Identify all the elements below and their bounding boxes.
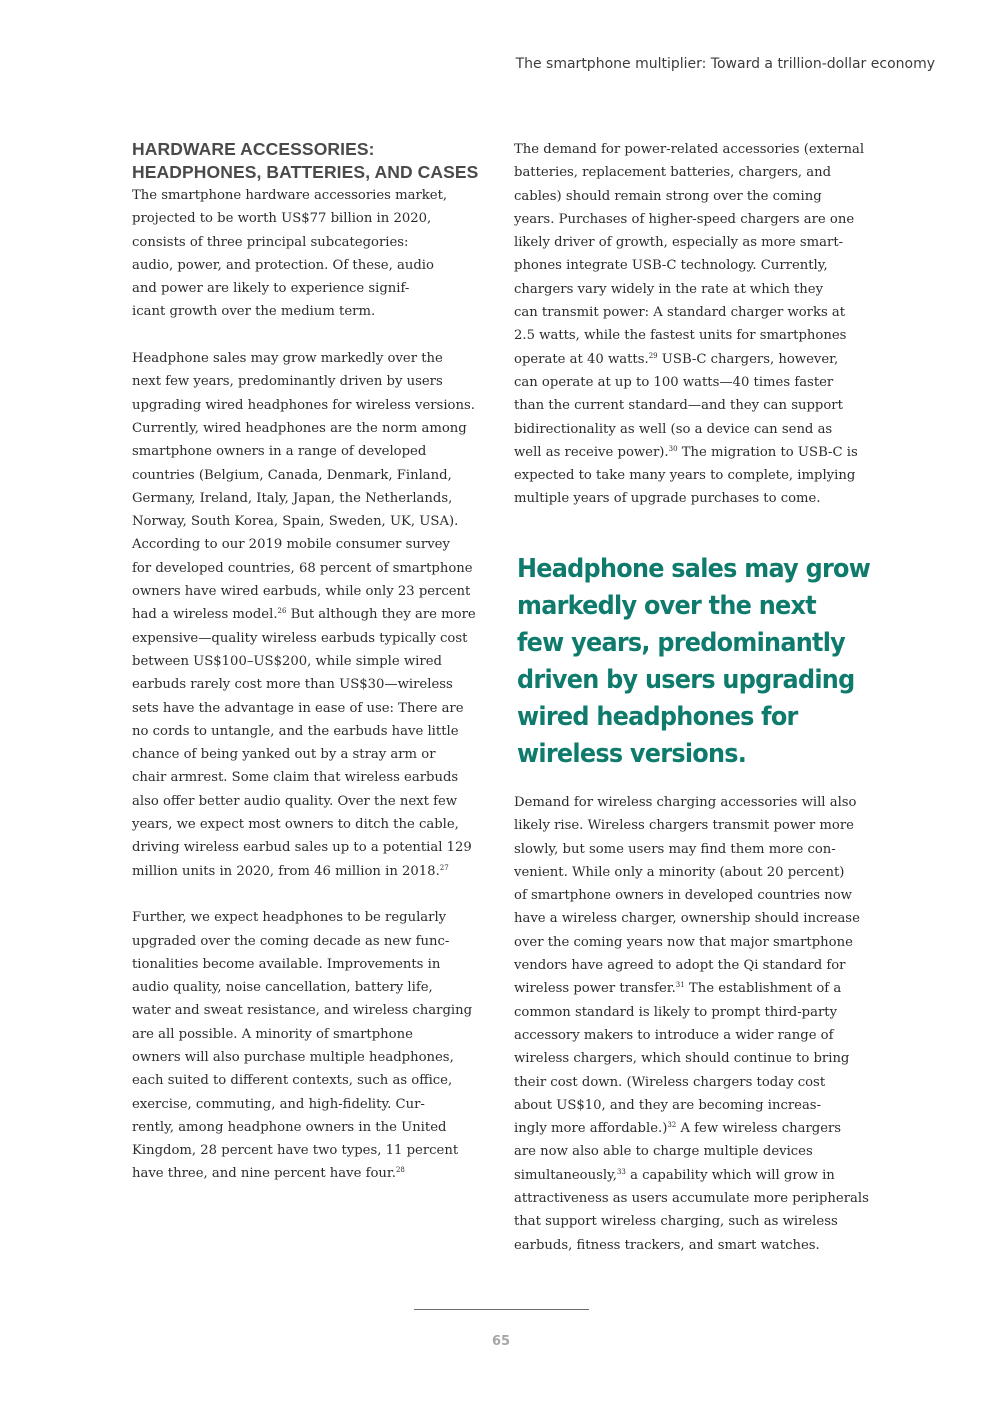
text-line: likely rise. Wireless chargers transmit power more: [514, 818, 854, 834]
text-line: can operate at up to 100 watts—40 times faster: [514, 374, 834, 390]
text-line: have a wireless charger, ownership should increase: [514, 911, 860, 927]
text-line: batteries, replacement batteries, chargers, and: [514, 165, 832, 181]
text-line: that support wireless charging, such as wireless: [514, 1214, 838, 1230]
text-line: exercise, commuting, and high-fidelity. Cur-: [132, 1096, 425, 1112]
footnote-ref[interactable]: 30: [668, 444, 678, 453]
paragraph-accessories-intro: [132, 184, 482, 324]
text-line: countries (Belgium, Canada, Denmark, Finland,: [132, 467, 452, 483]
text-line: about US$10, and they are becoming increas-: [514, 1097, 822, 1113]
text-line: The smartphone hardware accessories market,: [132, 188, 448, 203]
text-line: rently, among headphone owners in the United: [132, 1119, 447, 1135]
pull-quote-line: few years, predominantly: [517, 628, 846, 658]
text-line: chargers vary widely in the rate at which they: [514, 281, 824, 297]
text-line: earbuds rarely cost more than US$30—wireless: [132, 677, 453, 693]
text-line: next few years, predominantly driven by users: [132, 374, 443, 390]
running-header: The smartphone multiplier: Toward a trillion-dollar economy: [515, 56, 935, 72]
text-line: and power are likely to experience signif-: [132, 281, 410, 297]
text-line: upgrading wired headphones for wireless versions.: [132, 397, 475, 413]
text-line: vendors have agreed to adopt the Qi standard for: [514, 958, 846, 974]
text-line: chance of being yanked out by a stray arm or: [132, 747, 436, 763]
text-line: than the current standard—and they can support: [514, 398, 843, 414]
text-line: consists of three principal subcategories:: [132, 234, 409, 250]
text-segment: The establishment of a: [684, 981, 842, 997]
text-line: audio, power, and protection. Of these, audio: [132, 257, 434, 273]
text-segment: The migration to USB-C is: [677, 444, 858, 460]
text-line: water and sweat resistance, and wireless charging: [132, 1003, 473, 1019]
text-line: years. Purchases of higher-speed chargers are one: [514, 211, 855, 227]
text-line: driving wireless earbud sales up to a potential 129: [132, 840, 472, 856]
text-line: years, we expect most owners to ditch the cable,: [132, 817, 459, 833]
text-line: icant growth over the medium term.: [132, 304, 376, 320]
text-line: attractiveness as users accumulate more peripherals: [514, 1191, 869, 1207]
text-line: [514, 1164, 864, 1187]
text-line: [514, 441, 864, 464]
text-line: likely driver of growth, especially as more smart-: [514, 235, 844, 251]
text-line: [514, 348, 864, 371]
text-segment: USB-C chargers, however,: [657, 351, 839, 367]
pull-quote-line: wireless versions.: [517, 739, 747, 769]
text-line: audio quality, noise cancellation, battery life,: [132, 980, 433, 996]
text-line: venient. While only a minority (about 20 percent): [514, 864, 845, 880]
text-line: can transmit power: A standard charger works at: [514, 305, 846, 321]
text-segment: have three, and nine percent have four.: [132, 1166, 396, 1182]
left-column: [132, 138, 482, 1186]
footnote-ref[interactable]: 27: [439, 863, 449, 872]
text-line: 2.5 watts, while the fastest units for smartphones: [514, 328, 847, 344]
page-number: 65: [491, 1334, 511, 1349]
text-segment: But although they are more: [286, 607, 476, 623]
text-line: tionalities become available. Improvements in: [132, 956, 441, 972]
text-line: their cost down. (Wireless chargers today cost: [514, 1074, 826, 1090]
text-line: cables) should remain strong over the coming: [514, 188, 822, 204]
pull-quote-line: markedly over the next: [517, 591, 816, 621]
text-line: Germany, Ireland, Italy, Japan, the Netherlands,: [132, 490, 453, 506]
text-line: over the coming years now that major smartphone: [514, 934, 853, 950]
text-line: earbuds, fitness trackers, and smart watches.: [514, 1237, 820, 1253]
text-line: projected to be worth US$77 billion in 2020,: [132, 211, 432, 227]
text-line: for developed countries, 68 percent of smartphone: [132, 560, 473, 576]
text-segment: A few wireless chargers: [676, 1121, 842, 1137]
footnote-ref[interactable]: 26: [277, 607, 287, 616]
text-segment: well as receive power).: [514, 444, 669, 460]
footnote-ref[interactable]: 29: [648, 351, 658, 360]
footnote-ref[interactable]: 32: [667, 1121, 677, 1130]
text-line: The demand for power-related accessories (external: [514, 142, 865, 157]
text-line: slowly, but some users may find them more con-: [514, 841, 836, 857]
text-line: between US$100–US$200, while simple wired: [132, 653, 442, 669]
text-line: [132, 603, 482, 626]
text-line: bidirectionality as well (so a device can send as: [514, 421, 833, 437]
text-line: no cords to untangle, and the earbuds have little: [132, 723, 459, 739]
text-segment: had a wireless model.: [132, 607, 278, 623]
text-line: Further, we expect headphones to be regularly: [132, 910, 447, 926]
section-heading-line: HARDWARE ACCESSORIES:: [132, 139, 375, 159]
footer-divider: [414, 1309, 589, 1310]
text-line: Currently, wired headphones are the norm among: [132, 420, 467, 436]
text-line: [514, 1117, 864, 1140]
text-line: [514, 977, 864, 1000]
text-line: Demand for wireless charging accessories will also: [514, 795, 857, 810]
section-heading: [132, 138, 482, 184]
paragraph-wireless-charging: [514, 791, 869, 1257]
text-line: of smartphone owners in developed countries now: [514, 888, 852, 904]
text-segment: simultaneously,: [514, 1167, 617, 1183]
text-line: expensive—quality wireless earbuds typically cost: [132, 630, 468, 646]
text-line: sets have the advantage in ease of use: There are: [132, 700, 464, 716]
text-segment: a capability which will grow in: [625, 1167, 835, 1183]
text-line: also offer better audio quality. Over the next few: [132, 793, 458, 809]
text-line: chair armrest. Some claim that wireless earbuds: [132, 770, 459, 786]
text-segment: wireless power transfer.: [514, 981, 676, 997]
section-heading-line: HEADPHONES, BATTERIES, AND CASES: [132, 162, 479, 182]
text-line: Headphone sales may grow markedly over the: [132, 351, 443, 367]
text-line: Norway, South Korea, Spain, Sweden, UK, USA).: [132, 514, 459, 530]
text-line: owners have wired earbuds, while only 23 percent: [132, 584, 471, 600]
text-segment: million units in 2020, from 46 million in 2018.: [132, 863, 440, 879]
pull-quote-line: wired headphones for: [517, 702, 798, 732]
right-column-upper: [514, 138, 864, 511]
text-line: common standard is likely to prompt third-party: [514, 1004, 838, 1020]
pull-quote-line: driven by users upgrading: [517, 665, 855, 695]
text-line: smartphone owners in a range of developed: [132, 444, 427, 460]
text-segment: ingly more affordable.): [514, 1121, 668, 1137]
text-line: [132, 1162, 482, 1185]
footnote-ref[interactable]: 28: [395, 1166, 405, 1175]
text-line: [132, 860, 482, 883]
text-line: are all possible. A minority of smartphone: [132, 1026, 413, 1042]
right-column-lower: [514, 791, 869, 1257]
text-line: phones integrate USB-C technology. Currently,: [514, 258, 828, 274]
text-line: accessory makers to introduce a wider range of: [514, 1027, 834, 1043]
pull-quote-line: Headphone sales may grow: [517, 554, 871, 584]
paragraph-power-accessories: [514, 138, 864, 511]
text-line: wireless chargers, which should continue to bring: [514, 1051, 850, 1067]
text-line: According to our 2019 mobile consumer survey: [132, 537, 450, 553]
text-segment: operate at 40 watts.: [514, 351, 649, 367]
text-line: each suited to different contexts, such as office,: [132, 1073, 453, 1089]
text-line: are now also able to charge multiple devices: [514, 1144, 813, 1160]
text-line: multiple years of upgrade purchases to come.: [514, 491, 821, 507]
paragraph-headphone-sales: [132, 347, 482, 883]
footnote-ref[interactable]: 31: [675, 981, 685, 990]
text-line: owners will also purchase multiple headphones,: [132, 1049, 454, 1065]
text-line: Kingdom, 28 percent have two types, 11 percent: [132, 1143, 459, 1159]
pull-quote: [517, 551, 871, 773]
text-line: expected to take many years to complete, implying: [514, 468, 856, 484]
footnote-ref[interactable]: 33: [616, 1167, 626, 1176]
text-line: upgraded over the coming decade as new func-: [132, 933, 450, 949]
paragraph-headphone-upgrades: [132, 906, 482, 1186]
